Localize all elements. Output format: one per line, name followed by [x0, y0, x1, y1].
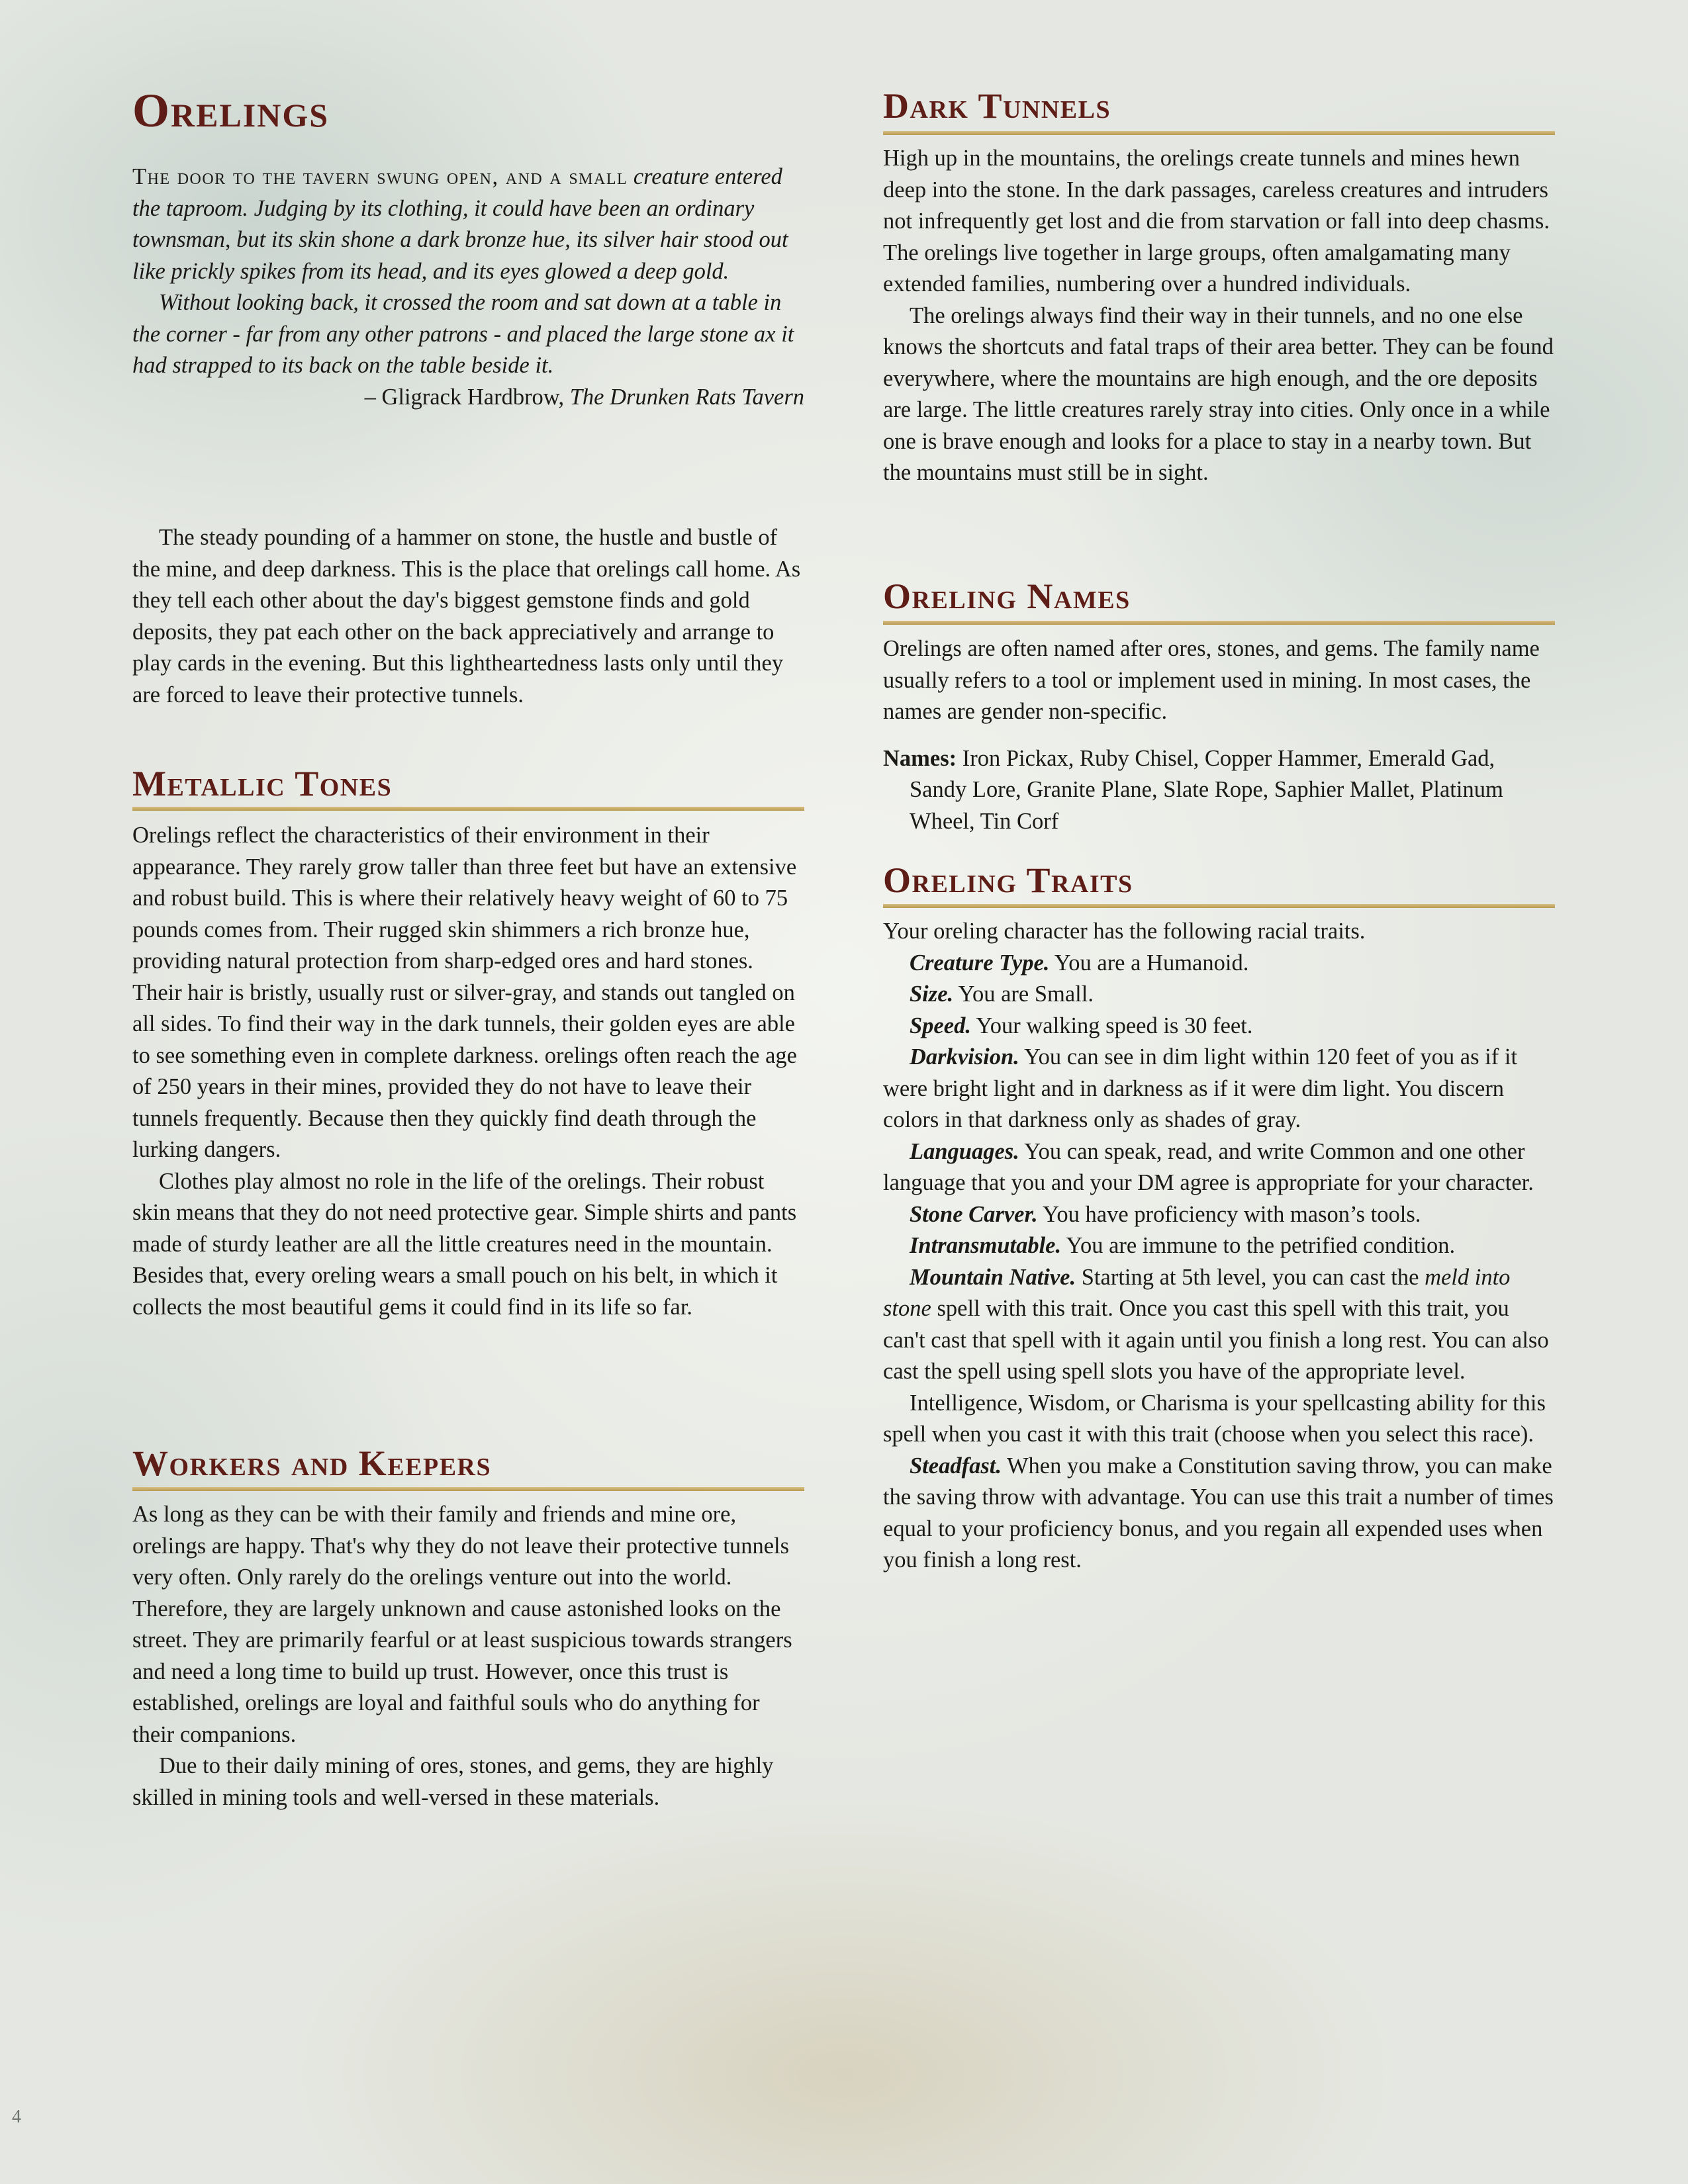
- intro-attribution: [132, 382, 804, 414]
- trait-speed: [883, 1011, 1555, 1042]
- workers-keepers-body: [132, 1499, 804, 1813]
- heading-rule-oreling-traits: [883, 904, 1555, 908]
- workers-keepers-para-1: As long as they can be with their family and friends and mine ore, orelings are happy. That's why they do not leave their protective tunnels very often. Only rarely do the orelings venture out into the world. Therefore, they are largely unknown and cause astonished looks on the street. They are primarily fearful or at least suspicious towards strangers and need a long time to build up trust. However, once this trust is established, orelings are loyal and faithful souls who do anything for their companions.: [132, 1502, 792, 1747]
- trait-stone-carver-text: You have proficiency with mason’s tools.: [1042, 1201, 1421, 1227]
- trait-steadfast: [883, 1451, 1555, 1576]
- opening-paragraph: [132, 522, 804, 711]
- metallic-tones-para-2: Clothes play almost no role in the life of the orelings. Their robust skin means that they do not need protective gear. Simple shirts and pants made of sturdy leather are all the little creatures need in the mountain. Besides that, every oreling wears a small pouch on his belt, in which it collects the most beautiful gems it could find in its life so far.: [132, 1168, 797, 1320]
- oreling-names-para-1: Orelings are often named after ores, stones, and gems. The family name usually refers to a tool or implement used in mining. In most cases, the names are gender non-specific.: [883, 636, 1540, 724]
- intro-quote: [132, 161, 804, 413]
- trait-darkvision-text: You can see in dim light within 120 feet of you as if it were bright light and in darkness as if it were dim light. You discern colors in that darkness only as shades of gray.: [883, 1044, 1518, 1132]
- oreling-traits-body: [883, 916, 1555, 1576]
- dark-tunnels-para-1: High up in the mountains, the orelings create tunnels and mines hewn deep into the stone. In the dark passages, careless creatures and intruders not infrequently get lost and die from starvation or fall into deep chasms. The orelings live together in large groups, often amalgamating many extended families, numbering over a hundred individuals.: [883, 146, 1550, 296]
- heading-oreling-traits: Oreling Traits: [883, 860, 1133, 900]
- trait-creature-type-label: Creature Type.: [910, 950, 1050, 976]
- intro-quote-para-1: [132, 161, 804, 287]
- trait-mountain-native-label: Mountain Native.: [910, 1264, 1076, 1290]
- heading-workers-keepers: Workers and Keepers: [132, 1443, 492, 1483]
- trait-stone-carver: [883, 1199, 1555, 1231]
- heading-rule-metallic-tones: [132, 807, 804, 811]
- oreling-names-list: [883, 743, 1555, 838]
- trait-languages-label: Languages.: [910, 1138, 1019, 1164]
- intro-quote-text: creature entered the taproom. Judging by its clothing, it could have been an ordinary townsman, but its skin shone a dark bronze hue, its silver hair stood out like prickly spikes from its head, and its eyes glowed a deep gold.: [132, 164, 788, 284]
- trait-steadfast-text: When you make a Constitution saving throw, you can make the saving throw with advantage. You can use this trait a number of times equal to your proficiency bonus, and you regain all expended uses when you finish a long rest.: [883, 1453, 1554, 1572]
- workers-keepers-para-2: Due to their daily mining of ores, stones, and gems, they are highly skilled in mining tools and well-versed in these materials.: [132, 1753, 774, 1810]
- heading-oreling-names: Oreling Names: [883, 576, 1131, 616]
- heading-dark-tunnels: Dark Tunnels: [883, 86, 1111, 126]
- trait-intransmutable: [883, 1230, 1555, 1262]
- intro-quote-lead: The door to the tavern swung open, and a small: [132, 164, 628, 189]
- trait-spellcasting-note: Intelligence, Wisdom, or Charisma is your spellcasting ability for this spell when you cast it with this trait (choose when you select this race).: [883, 1390, 1546, 1447]
- trait-size-label: Size.: [910, 981, 954, 1007]
- heading-rule-dark-tunnels: [883, 131, 1555, 135]
- trait-intransmutable-label: Intransmutable.: [910, 1233, 1062, 1258]
- intro-quote-para-2: Without looking back, it crossed the room and sat down at a table in the corner - far from any other patrons - and placed the large stone ax it had strapped to its back on the table beside it.: [132, 290, 794, 378]
- page-number: 4: [12, 2107, 21, 2127]
- names-label: Names:: [883, 745, 957, 771]
- traits-intro: Your oreling character has the following racial traits.: [883, 919, 1366, 944]
- trait-languages-text: You can speak, read, and write Common and one other language that you and your DM agree is appropriate for your character.: [883, 1138, 1534, 1195]
- oreling-names-body: [883, 633, 1555, 837]
- heading-rule-workers-keepers: [132, 1487, 804, 1491]
- heading-rule-oreling-names: [883, 621, 1555, 625]
- trait-intransmutable-text: You are immune to the petrified condition.: [1066, 1233, 1456, 1258]
- trait-steadfast-label: Steadfast.: [910, 1453, 1002, 1479]
- trait-languages: [883, 1136, 1555, 1199]
- spell-name-meld-into-stone: meld into stone: [883, 1264, 1511, 1321]
- names-list-text: Iron Pickax, Ruby Chisel, Copper Hammer, Emerald Gad, Sandy Lore, Granite Plane, Slate Rope, Saphier Mallet, Platinum Wheel, Tin Corf: [910, 745, 1503, 834]
- opening-paragraph-text: The steady pounding of a hammer on stone, the hustle and bustle of the mine, and deep darkness. This is the place that orelings call home. As they tell each other about the day's biggest gemstone finds and gold deposits, they pat each other on the back appreciatively and arrange to play cards in the evening. But this lightheartedness lasts only until they are forced to leave their protective tunnels.: [132, 525, 801, 707]
- trait-stone-carver-label: Stone Carver.: [910, 1201, 1038, 1227]
- heading-metallic-tones: Metallic Tones: [132, 764, 393, 803]
- dark-tunnels-body: [883, 143, 1555, 489]
- trait-speed-text: Your walking speed is 30 feet.: [976, 1013, 1253, 1038]
- page-title: Orelings: [132, 84, 330, 137]
- dark-tunnels-para-2: The orelings always find their way in their tunnels, and no one else knows the shortcuts and fatal traps of their area better. They can be found everywhere, where the mountains are high enough, and the ore deposits are large. The little creatures rarely stray into cities. Only once in a while one is brave enough and looks for a place to stay in a nearby town. But the mountains must still be in sight.: [883, 302, 1554, 485]
- trait-size-text: You are Small.: [958, 981, 1094, 1007]
- trait-creature-type-text: You are a Humanoid.: [1054, 950, 1249, 976]
- trait-creature-type: [883, 948, 1555, 979]
- trait-darkvision: [883, 1042, 1555, 1136]
- trait-size: [883, 979, 1555, 1011]
- attribution-name: – Gligrack Hardbrow,: [364, 384, 565, 410]
- trait-darkvision-label: Darkvision.: [910, 1044, 1019, 1069]
- metallic-tones-body: [132, 820, 804, 1323]
- attribution-source: The Drunken Rats Tavern: [569, 384, 804, 410]
- trait-mountain-native: [883, 1262, 1555, 1388]
- trait-speed-label: Speed.: [910, 1013, 971, 1038]
- trait-mountain-native-text-a: Starting at 5th level, you can cast the: [1081, 1264, 1419, 1290]
- metallic-tones-para-1: Orelings reflect the characteristics of their environment in their appearance. They rarely grow taller than three feet but have an extensive and robust build. This is where their relatively heavy weight of 60 to 75 pounds comes from. Their rugged skin shimmers a rich bronze hue, providing natural protection from sharp-edged ores and hard stones. Their hair is bristly, usually rust or silver-gray, and stands out tangled on all sides. To find their way in the dark tunnels, their golden eyes are able to see something even in complete darkness. orelings often reach the age of 250 years in their mines, provided they do not have to leave their tunnels frequently. Because then they quickly find death through the lurking dangers.: [132, 823, 797, 1162]
- trait-mountain-native-text-b: spell with this trait. Once you cast this spell with this trait, you can't cast that spell with it again until you finish a long rest. You can also cast the spell using spell slots you have of the appropriate level.: [883, 1296, 1549, 1384]
